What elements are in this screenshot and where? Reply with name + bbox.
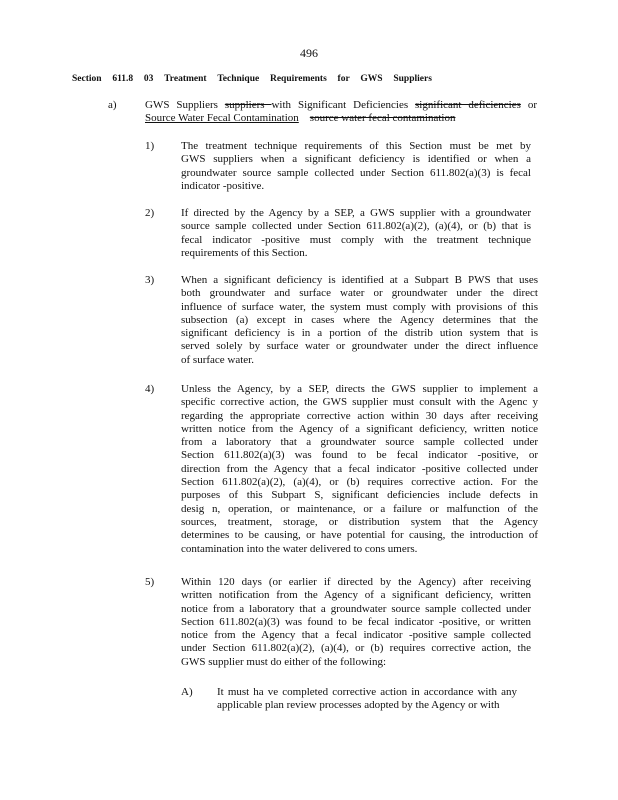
text-line: written notice from the Agency of a significant deficiency, written notice <box>181 422 538 435</box>
item-text <box>181 140 531 193</box>
item-text <box>181 383 538 556</box>
item-label: 4) <box>145 383 155 395</box>
struck-text: suppliers <box>224 99 272 111</box>
text-line: When a significant deficiency is identified at a Subpart B PWS that uses <box>181 274 538 286</box>
struck-text: significant deficiencies <box>415 99 521 111</box>
text-line: purposes of this Subpart S, significant deficiencies include defects in <box>181 489 538 502</box>
item-label: 3) <box>145 274 155 286</box>
heading-word: GWS <box>360 74 383 84</box>
item-label: 5) <box>145 576 155 588</box>
text-line: notice from a laboratory that a groundwater source sample collected under <box>181 602 531 615</box>
text-line: Within 120 days (or earlier if directed by the Agency) after receiving <box>181 576 531 588</box>
text-line: source sample collected under Section 611.802(a)(2), (a)(4), or (b) that is <box>181 220 531 233</box>
text-line: both groundwater and surface water or groundwater under the direct <box>181 287 538 300</box>
text-line: Section 611.802(a)(3) was found to be fecal indicator -positive, or written <box>181 615 531 628</box>
item-text <box>181 274 538 367</box>
page-number: 496 <box>300 46 318 60</box>
text-line: served solely by surface water or groundwater under the direct influence <box>181 340 538 353</box>
text-line: sources, treatment, storage, or distribution system that the Agency <box>181 515 538 528</box>
text-segment: with Significant Deficiencies <box>271 99 416 111</box>
text-line: regarding the appropriate corrective action within 30 days after receiving <box>181 409 538 422</box>
text-line: specific corrective action, the GWS supplier must consult with the Agenc y <box>181 396 538 409</box>
text-line: contamination into the water delivered to cons umers. <box>181 542 418 555</box>
text-segment: or <box>520 99 537 111</box>
text-line: notice from the Agency that a fecal indicator -positive sample collected <box>181 629 531 642</box>
text-line: It must ha ve completed corrective action in accordance with any <box>217 686 517 698</box>
sub-item-a-text <box>217 686 517 713</box>
sub-item-a-label: A) <box>181 686 193 698</box>
heading-subnumber: 03 <box>143 74 154 84</box>
text-line: The treatment technique requirements of this Section must be met by <box>181 140 531 152</box>
text-line: under Section 611.802(a)(2), (a)(4), or (b) requires corrective action, the <box>181 642 531 655</box>
text-segment: GWS Suppliers <box>145 99 225 111</box>
heading-word: for <box>337 74 350 84</box>
text-line: subsection (a) except in cases where the Agency determines that the <box>181 313 538 326</box>
heading-section-word: Section <box>72 74 102 84</box>
struck-text: source water fecal contamination <box>309 112 456 125</box>
text-line: requirements of this Section. <box>181 246 308 259</box>
text-line: Section 611.802(a)(3) was found to be fecal indicator -positive, or <box>181 449 538 462</box>
text-line: influence of surface water, the system must comply with provisions of this <box>181 300 538 313</box>
text-line: groundwater source sample collected under Section 611.802(a)(3) is fecal <box>181 166 531 179</box>
item-label: 2) <box>145 207 155 219</box>
text-line: of surface water. <box>181 353 254 366</box>
paragraph-a-text <box>145 99 537 126</box>
text-line: determines to be causing, or have potential for causing, the introduction of <box>181 529 538 542</box>
item-label: 1) <box>145 140 155 152</box>
heading-word: Requirements <box>269 74 327 84</box>
heading-word: Technique <box>217 74 260 84</box>
text-line: If directed by the Agency by a SEP, a GWS supplier with a groundwater <box>181 207 531 219</box>
text-line: Section 611.802(a)(2), (a)(4), or (b) requires corrective action. For the <box>181 476 538 489</box>
underlined-text: Source Water Fecal Contamination <box>145 112 299 125</box>
text-line: indicator -positive. <box>181 179 265 192</box>
text-line: significant deficiency is in a portion of the distrib ution system that is <box>181 327 538 340</box>
heading-section-number: 611.8 <box>112 74 134 84</box>
section-heading <box>72 74 432 84</box>
text-segment <box>299 112 310 124</box>
text-line: applicable plan review processes adopted by the Agency or with <box>217 699 500 712</box>
text-line: GWS supplier must do either of the following: <box>181 655 386 668</box>
text-line <box>145 112 537 125</box>
text-line: written notification from the Agency of a significant deficiency, written <box>181 589 531 602</box>
text-line <box>145 99 537 112</box>
paragraph-a-label: a) <box>108 99 117 111</box>
item-text <box>181 576 531 669</box>
text-line: Unless the Agency, by a SEP, directs the GWS supplier to implement a <box>181 383 538 395</box>
text-line: fecal indicator -positive must comply with the treatment technique <box>181 233 531 246</box>
text-line: desig n, operation, or maintenance, or a failure or malfunction of the <box>181 502 538 515</box>
text-line: from a laboratory that a groundwater source sample collected under <box>181 436 538 449</box>
text-line: direction from the Agency that a fecal indicator -positive collected under <box>181 462 538 475</box>
text-line: GWS suppliers when a significant deficiency is identified or when a <box>181 153 531 166</box>
heading-word: Treatment <box>164 74 207 84</box>
heading-word: Suppliers <box>393 74 432 84</box>
item-text <box>181 207 531 260</box>
